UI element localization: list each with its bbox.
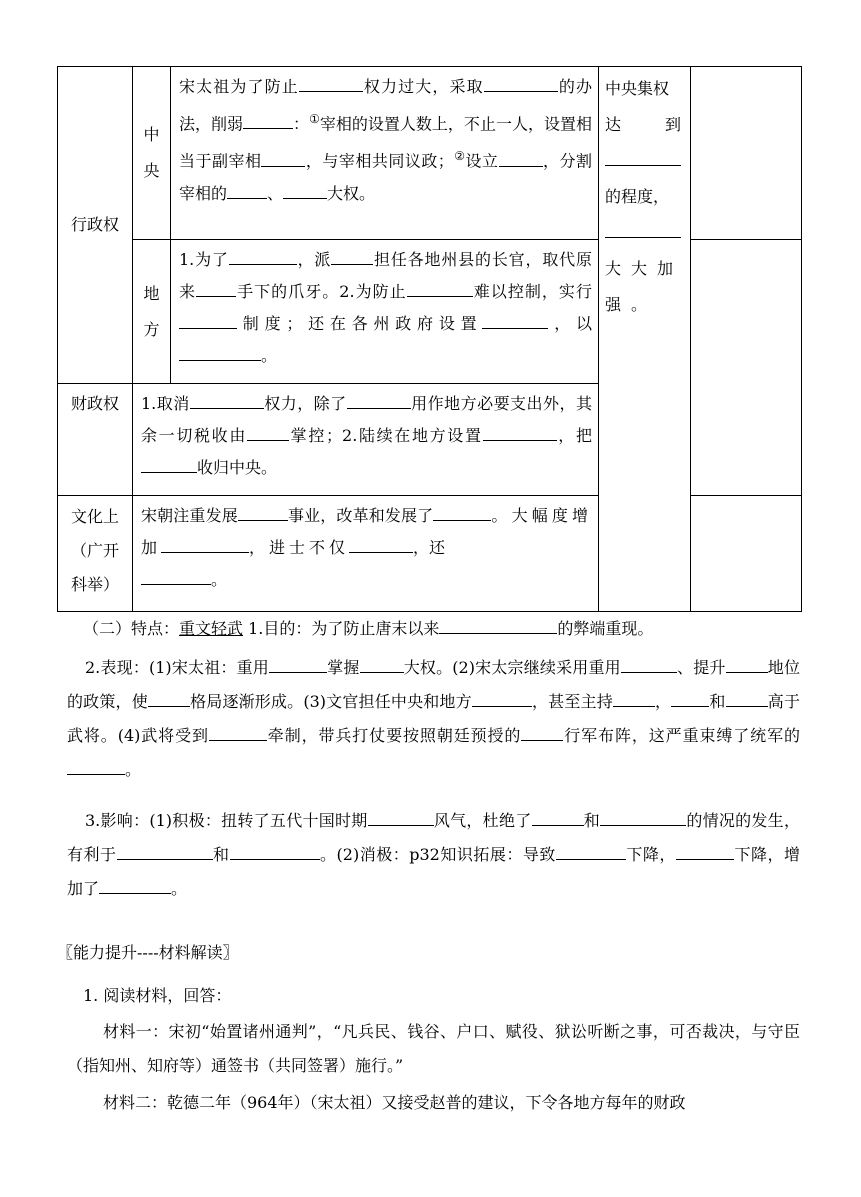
note-cell-2 [691, 240, 802, 496]
finance-power-label: 财政权 [58, 384, 133, 496]
local-text: 1.为了 ，派 担任各地州县的长官，取代原来 手下的爪牙。2.为防止 难以控制，实行制度；还在各州政府设置 ，以。 [171, 240, 599, 384]
note-cell-3 [691, 496, 802, 612]
section-title: 〖能力提升----材料解读〗 [57, 943, 239, 962]
culture-text: 宋朝注重发展 事业，改革和发展了 。大幅度增加 ，进士不仅 ，还 。 [133, 496, 599, 612]
central-text: 宋太祖为了防止 权力过大，采取 的办法，削弱 ：①宰相的设置人数上，不止一人，设置相当于副宰相 ，与宰相共同议政；②设立 ，分割宰相的 、 大权。 [171, 67, 599, 240]
note-cell-1 [691, 67, 802, 240]
local-label: 地 方 [133, 240, 171, 384]
question-1: 1. 阅读材料，回答： [83, 986, 232, 1005]
culture-label: 文化上 （广开 科举） [58, 496, 133, 612]
summary-table [57, 66, 802, 612]
features-paragraph: （二）特点：重文轻武 1.目的：为了防止唐末以来 的弊端重现。 [83, 612, 800, 646]
material-1: 材料一：宋初“始置诸州通判”，“凡兵民、钱谷、户口、赋役、狱讼听断之事，可否裁决，与守臣（指知州、知府等）通签书（共同签署）施行。” [67, 1022, 800, 1075]
performance-paragraph: 2.表现：(1)宋太祖：重用 掌握 大权。(2)宋太宗继续采用重用 、提升 地位的政策，使 格局逐渐形成。(3)文官担任中央和地方 ，甚至主持 ， 和 高于武将。(4)武将受到 牵制，带兵打仗要按照朝廷预授的 行军布阵，这严重束缚了统军的。 [67, 651, 800, 787]
central-label: 中 央 [133, 67, 171, 240]
finance-text: 1.取消 权力，除了 用作地方必要支出外，其余一切税收由 掌控；2.陆续在地方设置 ，把收归中央。 [133, 384, 599, 496]
result-column: 中央集权 达 到 的程度， 大大加强。 [599, 67, 691, 612]
impact-paragraph: 3.影响：(1)积极：扭转了五代十国时期 风气，杜绝了 和 的情况的发生，有利于 和 。(2)消极：p32知识拓展：导致 下降， 下降，增加了 。 [67, 804, 800, 906]
material-2: 材料二：乾德二年（964年）（宋太祖）又接受赵普的建议，下令各地方每年的财政 [103, 1093, 686, 1112]
admin-power-label: 行政权 [58, 67, 133, 384]
